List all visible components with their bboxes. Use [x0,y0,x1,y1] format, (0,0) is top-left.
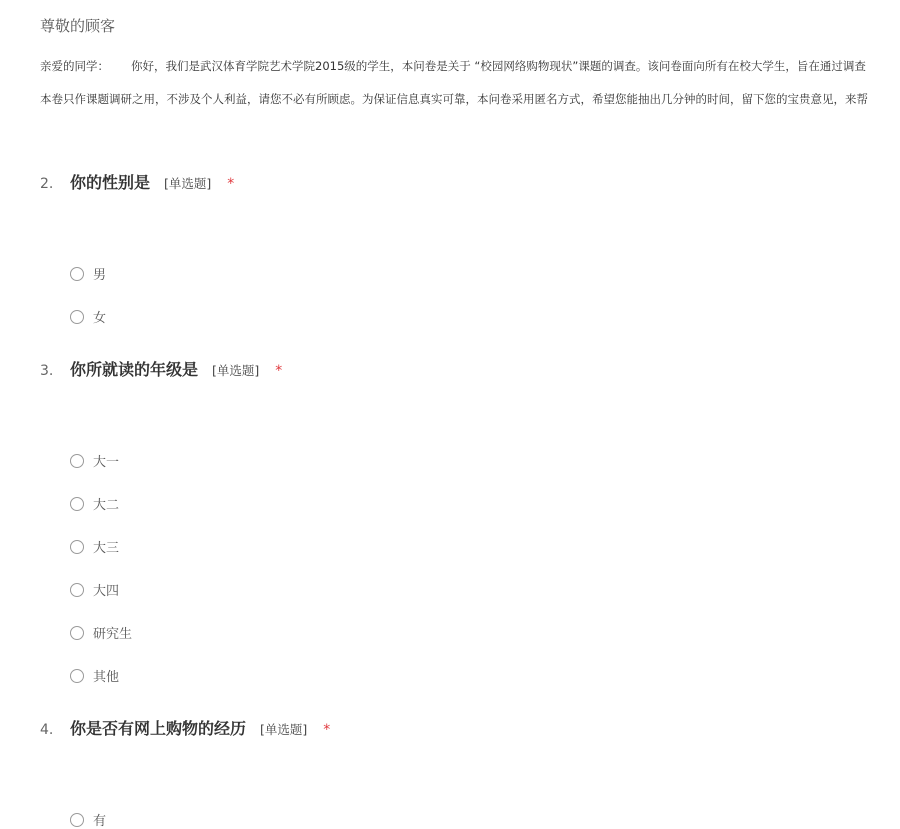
option-label: 其他 [93,670,120,685]
intro-greeting: 亲爱的同学： [40,59,109,73]
question-text: 你所就读的年级是 [70,360,199,379]
radio-button[interactable] [70,540,84,554]
radio-button[interactable] [70,626,84,640]
question-number: 4. [40,722,54,738]
question-type-label: [单选题] [260,722,308,737]
radio-button[interactable] [70,583,84,597]
question-text: 你的性别是 [70,173,151,192]
question-text: 你是否有网上购物的经历 [70,719,247,738]
intro-line-1 [40,58,866,74]
option-male[interactable] [70,264,106,283]
radio-button[interactable] [70,497,84,511]
question-number: 2. [40,176,54,192]
radio-button[interactable] [70,669,84,683]
intro-text-1: 你好，我们是武汉体育学院艺术学院2015级的学生，本问卷是关于 “校园网络购物现状”课题的调查。该问卷面向所有在校大学生，旨在通过调查 [131,59,866,73]
radio-button[interactable] [70,813,84,827]
radio-button[interactable] [70,267,84,281]
option-yes[interactable] [70,810,106,829]
intro-line-2: 本卷只作课题调研之用，不涉及个人利益，请您不必有所顾虑。为保证信息真实可靠，本问卷采用匿名方式，希望您能抽出几分钟的时间，留下您的宝贵意见，来帮 [40,92,868,106]
option-year-4[interactable] [70,580,119,599]
option-graduate[interactable] [70,623,132,642]
option-other[interactable] [70,666,119,685]
required-asterisk: * [227,176,235,192]
question-online-shopping [40,716,900,829]
question-header [40,357,900,380]
option-label: 大二 [93,498,120,513]
option-label: 研究生 [93,627,133,642]
question-type-label: [单选题] [212,363,260,378]
option-year-1[interactable] [70,451,119,470]
option-year-2[interactable] [70,494,119,513]
question-header [40,716,900,739]
option-female[interactable] [70,307,106,326]
option-label: 大三 [93,541,120,556]
option-label: 有 [93,814,107,829]
question-type-label: [单选题] [164,176,212,191]
radio-button[interactable] [70,310,84,324]
question-gender [40,170,900,326]
option-label: 大一 [93,455,120,470]
required-asterisk: * [323,722,331,738]
radio-button[interactable] [70,454,84,468]
question-number: 3. [40,363,54,379]
question-header [40,170,900,193]
page-title: 尊敬的顾客 [40,17,116,35]
option-year-3[interactable] [70,537,119,556]
option-label: 大四 [93,584,120,599]
option-label: 女 [93,311,107,326]
required-asterisk: * [275,363,283,379]
question-grade [40,357,900,685]
option-label: 男 [93,268,107,283]
